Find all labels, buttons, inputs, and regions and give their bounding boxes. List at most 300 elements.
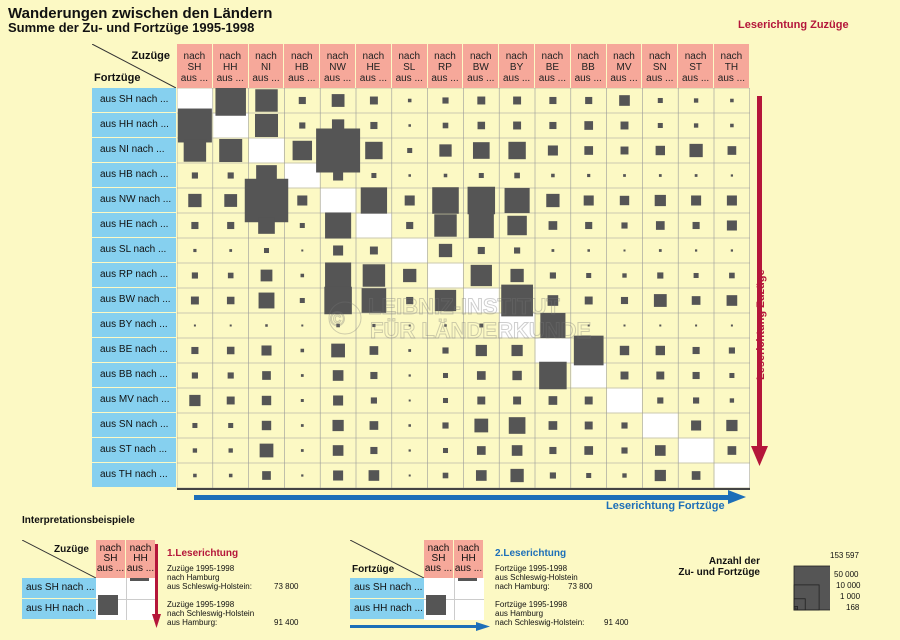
flow-square-sl-he xyxy=(370,247,378,255)
flow-square-bw-be xyxy=(548,295,559,306)
flow-square-hb-by xyxy=(514,173,520,179)
flow-square-ni-st xyxy=(689,144,702,157)
column-header-code: NW xyxy=(329,62,346,73)
flow-square-ni-rp xyxy=(439,144,451,156)
flow-square-be-bw xyxy=(476,345,487,356)
flow-square-by-hb xyxy=(301,325,303,327)
watermark-logo-c: © xyxy=(330,309,345,331)
flow-square-bb-nw xyxy=(333,370,344,381)
column-header-aus: aus ... xyxy=(359,73,388,84)
flow-square-th-hh xyxy=(229,474,233,478)
flow-square-nw-mv xyxy=(620,196,629,205)
column-header-sh xyxy=(177,44,213,88)
flow-square-sl-th xyxy=(731,249,733,251)
column-header-code: RP xyxy=(438,62,452,73)
flow-square-nw-bb xyxy=(584,195,594,205)
column-header-code: BY xyxy=(509,62,524,73)
flow-square-sl-bb xyxy=(587,249,590,252)
legend-squares xyxy=(780,548,830,614)
flow-square-rp-hh xyxy=(228,273,234,279)
flow-square-be-nw xyxy=(331,344,345,358)
flow-square-sh-th xyxy=(730,99,734,103)
flow-square-sh-rp xyxy=(442,97,448,103)
legend-square-1 xyxy=(794,566,830,610)
reading-direction-zuzuege-vertical: Leserichtung Zuzüge xyxy=(755,269,767,380)
flow-square-sn-be xyxy=(549,421,558,430)
flow-square-hb-sh xyxy=(192,172,198,178)
example-1-value-1: 73 800 xyxy=(274,582,299,591)
example-2-value-1: 73 800 xyxy=(568,582,593,591)
flow-square-nw-th xyxy=(727,195,737,205)
column-header-code: HE xyxy=(366,62,381,73)
flow-square-ni-bb xyxy=(584,146,593,155)
flow-square-he-st xyxy=(693,222,700,229)
row-header-mv: aus MV nach ... xyxy=(92,388,176,413)
flow-square-bb-hb xyxy=(301,374,304,377)
flow-square-rp-sh xyxy=(192,272,198,278)
column-header-code: TH xyxy=(724,62,739,73)
flow-square-hh-sl xyxy=(408,124,411,127)
example-2-cells xyxy=(424,578,486,622)
flow-square-bb-by xyxy=(512,371,521,380)
flow-square-th-ni xyxy=(262,471,271,480)
flow-square-ni-mv xyxy=(621,147,629,155)
flow-square-hh-bb xyxy=(584,121,593,130)
flow-square-be-th xyxy=(729,347,735,353)
flow-square-sh-st xyxy=(694,98,698,102)
flow-square-be-sh xyxy=(191,347,198,354)
diagonal-cell-be xyxy=(536,339,571,363)
example-1 xyxy=(22,540,162,630)
flow-square-sh-mv xyxy=(619,95,630,106)
example-2-row-hh: aus HH nach ... xyxy=(350,599,424,620)
flow-square-sh-nw xyxy=(332,94,345,107)
flow-square-st-bb xyxy=(584,446,593,455)
example-2 xyxy=(350,540,490,630)
row-header-th: aus TH nach ... xyxy=(92,463,176,488)
column-header-nach: nach xyxy=(326,51,349,62)
example-2-value-2: 91 400 xyxy=(604,618,629,627)
row-header-sn: aus SN nach ... xyxy=(92,413,176,438)
flow-square-ni-by xyxy=(508,142,525,159)
migration-matrix xyxy=(177,88,750,488)
flow-square-by-bw xyxy=(479,324,483,328)
flow-square-th-nw xyxy=(333,470,343,480)
flow-square-by-th xyxy=(731,325,733,327)
flow-square-be-hb xyxy=(301,349,305,353)
flow-square-be-sl xyxy=(408,349,411,352)
flow-square-by-ni xyxy=(265,324,268,327)
example-1-square-sh-hh xyxy=(130,578,149,581)
column-header-aus: aus ... xyxy=(180,73,209,84)
flow-square-th-he xyxy=(369,470,380,481)
flow-square-bw-ni xyxy=(259,293,275,309)
flow-square-th-bw xyxy=(476,470,487,481)
flow-square-rp-ni xyxy=(261,270,273,282)
column-header-nach: nach xyxy=(183,51,206,62)
flow-square-by-mv xyxy=(624,325,626,327)
flow-square-bw-sl xyxy=(406,297,413,304)
flow-square-st-by xyxy=(512,445,523,456)
flow-square-ni-hb xyxy=(293,141,312,160)
flow-square-st-ni xyxy=(260,444,274,458)
flow-square-sl-rp xyxy=(439,244,452,257)
flow-square-sl-hh xyxy=(229,249,232,252)
flow-square-th-sl xyxy=(409,475,411,477)
legend-label-4: 1 000 xyxy=(840,592,861,601)
example-2-corner-label: Fortzüge xyxy=(352,564,395,575)
flow-square-sl-hb xyxy=(301,250,303,252)
example-2-square-sh-hh xyxy=(458,578,477,581)
flow-square-hh-bw xyxy=(478,122,486,130)
flow-square-mv-st xyxy=(693,397,699,403)
flow-square-nw-sn xyxy=(655,195,666,206)
diagonal-cell-ni xyxy=(249,139,284,163)
flow-square-rp-sn xyxy=(657,272,663,278)
row-header-st: aus ST nach ... xyxy=(92,438,176,463)
column-header-sn xyxy=(642,44,678,88)
flow-square-hh-hb xyxy=(299,122,305,128)
flow-square-bw-by xyxy=(501,285,533,317)
flow-square-sn-sl xyxy=(408,424,411,427)
flow-square-mv-th xyxy=(730,398,734,402)
flow-square-ni-sn xyxy=(656,146,665,155)
column-header-aus: aus ... xyxy=(252,73,280,84)
flow-square-he-be xyxy=(549,221,558,230)
flow-square-by-sl xyxy=(409,325,411,327)
flow-square-sn-hh xyxy=(228,423,233,428)
flow-square-sn-bb xyxy=(585,422,593,430)
flow-square-mv-sh xyxy=(189,395,200,406)
flow-square-th-hb xyxy=(301,474,303,476)
flow-square-he-sl xyxy=(406,222,413,229)
flow-square-rp-sl xyxy=(403,269,416,282)
column-header-code: BW xyxy=(472,62,489,73)
column-header-nach: nach xyxy=(290,51,313,62)
column-header-code: HB xyxy=(294,62,309,73)
flow-square-sn-he xyxy=(370,421,379,430)
flow-square-rp-be xyxy=(550,272,556,278)
column-header-rp xyxy=(428,44,464,88)
corner-fortzuege-label: Fortzüge xyxy=(94,72,141,84)
watermark-line-1: LEIBNIZ-INSTITUT xyxy=(368,294,560,319)
flow-square-he-mv xyxy=(621,222,627,228)
row-header-nw: aus NW nach ... xyxy=(92,188,176,213)
flow-square-sn-th xyxy=(726,420,737,431)
column-header-be xyxy=(535,44,571,88)
flow-square-bb-ni xyxy=(262,371,271,380)
flow-square-hb-be xyxy=(551,174,555,178)
flow-square-bb-be xyxy=(539,362,567,390)
flow-square-th-st xyxy=(692,471,701,480)
row-header-sh: aus SH nach ... xyxy=(92,88,176,113)
flow-square-hb-bb xyxy=(587,174,590,177)
column-header-code: HH xyxy=(222,62,238,73)
flow-square-th-sn xyxy=(655,470,666,481)
flow-square-ni-th xyxy=(728,146,737,155)
flow-square-bw-hb xyxy=(300,298,305,303)
diagonal-cell-st xyxy=(679,439,714,463)
column-header-nach: nach xyxy=(541,51,564,62)
flow-square-hh-he xyxy=(370,122,377,129)
column-header-code: SL xyxy=(403,62,416,73)
flow-square-mv-rp xyxy=(443,398,448,403)
flow-square-hh-by xyxy=(513,122,521,130)
example-2-title: 2.Leserichtung xyxy=(495,548,567,559)
flow-square-sh-bw xyxy=(477,97,485,105)
reading-direction-zuzuege-label: Leserichtung Zuzüge xyxy=(738,19,849,31)
example-1-col-sh: nach SH aus ... xyxy=(96,540,126,578)
flow-square-by-nw xyxy=(336,324,340,328)
flow-square-sh-bb xyxy=(585,97,592,104)
example-2-square-hh-sh xyxy=(426,595,446,615)
column-header-nach: nach xyxy=(648,51,671,62)
diagonal-cell-rp xyxy=(428,264,463,288)
flow-square-hb-sl xyxy=(408,174,411,177)
flow-square-sl-st xyxy=(695,249,697,251)
examples-heading: Interpretationsbeispiele xyxy=(22,515,135,526)
example-1-text-1: Zuzüge 1995-1998 nach Hamburg aus Schleswig-Holstein: xyxy=(167,564,252,591)
flow-square-bb-st xyxy=(693,372,700,379)
corner-zuzuege-label: Zuzüge xyxy=(131,50,170,62)
flow-square-sh-sn xyxy=(658,98,663,103)
flow-square-by-be xyxy=(540,313,565,338)
flow-square-bb-he xyxy=(370,372,377,379)
flow-square-hh-sn xyxy=(658,123,663,128)
column-header-hh xyxy=(213,44,249,88)
column-header-st xyxy=(678,44,714,88)
flow-square-sl-sh xyxy=(193,249,196,252)
flow-square-rp-bb xyxy=(586,273,591,278)
column-header-by xyxy=(499,44,535,88)
diagonal-cell-hb xyxy=(285,164,320,188)
example-1-arrow xyxy=(152,544,162,628)
column-header-aus: aus ... xyxy=(288,73,316,84)
column-header-bw xyxy=(463,44,499,88)
flow-square-he-hb xyxy=(300,223,305,228)
flow-square-st-mv xyxy=(621,447,627,453)
example-1-row-sh: aus SH nach ... xyxy=(22,578,96,599)
flow-square-he-rp xyxy=(434,214,456,236)
flow-square-bb-sn xyxy=(656,372,664,380)
example-1-corner-label: Zuzüge xyxy=(54,544,89,555)
flow-square-bb-mv xyxy=(621,372,629,380)
diagonal-cell-nw xyxy=(321,189,356,213)
row-header-by: aus BY nach ... xyxy=(92,313,176,338)
flow-square-he-nw xyxy=(325,212,351,238)
flow-square-be-mv xyxy=(620,346,629,355)
column-header-nach: nach xyxy=(469,51,492,62)
column-header-sl xyxy=(392,44,428,88)
flow-square-rp-mv xyxy=(622,273,626,277)
diagonal-cell-he xyxy=(357,214,392,238)
flow-square-bb-sh xyxy=(192,372,198,378)
flow-square-mv-hh xyxy=(227,397,235,405)
flow-square-be-ni xyxy=(261,345,271,355)
flow-square-he-by xyxy=(507,216,526,235)
flow-square-sh-hb xyxy=(299,97,306,104)
flow-square-th-mv xyxy=(622,473,626,477)
flow-square-mv-be xyxy=(549,396,558,405)
flow-square-th-be xyxy=(550,472,556,478)
flow-square-bb-sl xyxy=(409,374,411,376)
example-2-text-2: Fortzüge 1995-1998 aus Hamburg nach Schleswig-Holstein: xyxy=(495,600,585,627)
flow-square-nw-by xyxy=(505,188,530,213)
example-2-col-hh: nach HH aus ... xyxy=(454,540,484,578)
column-header-he xyxy=(356,44,392,88)
column-header-aus: aus ... xyxy=(717,73,746,84)
column-header-nach: nach xyxy=(577,51,600,62)
flow-square-hh-rp xyxy=(443,123,449,129)
flow-square-th-bb xyxy=(586,473,591,478)
flow-square-sn-mv xyxy=(621,422,627,428)
column-header-code: ST xyxy=(689,62,702,73)
column-header-nw xyxy=(320,44,356,88)
flow-square-th-sh xyxy=(193,474,197,478)
diagonal-cell-bw xyxy=(464,289,499,313)
flow-square-he-ni xyxy=(258,217,275,234)
flow-square-nw-he xyxy=(361,187,387,213)
flow-square-sn-ni xyxy=(262,421,271,430)
flow-square-be-rp xyxy=(442,347,448,353)
flow-square-rp-bw xyxy=(471,265,492,286)
flow-square-mv-sl xyxy=(409,400,411,402)
flow-square-hh-th xyxy=(730,124,734,128)
row-header-he: aus HE nach ... xyxy=(92,213,176,238)
flow-square-he-sh xyxy=(191,222,198,229)
flow-square-be-he xyxy=(370,346,379,355)
flow-square-be-sn xyxy=(656,346,665,355)
flow-square-nw-bw xyxy=(468,187,496,215)
flow-square-bw-st xyxy=(692,296,701,305)
flow-square-bb-bw xyxy=(477,371,486,380)
flow-square-bw-he xyxy=(362,288,387,313)
flow-square-mv-by xyxy=(513,397,521,405)
column-header-nach: nach xyxy=(720,51,743,62)
example-1-title: 1.Leserichtung xyxy=(167,548,239,559)
flow-square-nw-hh xyxy=(224,194,237,207)
flow-square-sn-sh xyxy=(192,423,197,428)
flow-square-he-sn xyxy=(656,221,665,230)
flow-square-sl-sn xyxy=(659,249,662,252)
diagonal-cell-mv xyxy=(607,389,642,413)
flow-square-sl-ni xyxy=(264,248,269,253)
flow-square-be-hh xyxy=(227,347,235,355)
diagonal-cell-by xyxy=(500,314,535,338)
flow-square-by-bb xyxy=(588,325,590,327)
flow-square-rp-th xyxy=(729,273,735,279)
flow-square-sn-nw xyxy=(332,420,343,431)
flow-square-rp-by xyxy=(510,269,523,282)
flow-square-nw-sh xyxy=(188,194,201,207)
flow-square-sh-by xyxy=(513,97,521,105)
flow-square-sn-bw xyxy=(474,419,488,433)
flow-square-by-hh xyxy=(230,325,232,327)
flow-square-hh-sh xyxy=(178,109,212,143)
flow-square-hb-he xyxy=(371,173,376,178)
flow-square-ni-bw xyxy=(473,142,490,159)
flow-square-by-sn xyxy=(659,325,661,327)
column-header-aus: aus ... xyxy=(431,73,459,84)
flow-square-bw-hh xyxy=(227,297,235,305)
legend-label-3: 10 000 xyxy=(836,581,861,590)
flow-square-sh-sl xyxy=(408,99,412,103)
flow-square-bw-mv xyxy=(621,297,628,304)
flow-square-bw-bb xyxy=(585,297,593,305)
flow-square-bw-rp xyxy=(435,290,456,311)
diagonal-cell-sn xyxy=(643,414,678,438)
example-1-square-hh-sh xyxy=(98,595,118,615)
flow-square-hh-st xyxy=(694,123,698,127)
flow-square-hb-mv xyxy=(623,174,626,177)
column-header-nach: nach xyxy=(398,51,421,62)
flow-square-ni-he xyxy=(365,142,382,159)
column-header-code: BE xyxy=(545,62,560,73)
flow-square-sn-st xyxy=(691,420,701,430)
flow-square-he-bw xyxy=(469,213,494,238)
flow-square-sh-hh xyxy=(215,88,245,116)
flow-square-bw-nw xyxy=(324,287,352,315)
flow-square-mv-bw xyxy=(477,397,485,405)
column-header-code: SH xyxy=(187,62,202,73)
flow-square-he-bb xyxy=(585,222,592,229)
flow-square-hb-hh xyxy=(228,172,234,178)
flow-square-hb-st xyxy=(695,174,698,177)
flow-square-sl-mv xyxy=(624,250,626,252)
row-header-ni: aus NI nach ... xyxy=(92,138,176,163)
flow-square-st-rp xyxy=(443,448,448,453)
column-header-nach: nach xyxy=(505,51,528,62)
flow-square-bw-sn xyxy=(654,294,667,307)
flow-square-by-he xyxy=(372,324,375,327)
flow-square-nw-rp xyxy=(432,187,459,214)
column-header-code: BB xyxy=(581,62,595,73)
example-2-arrow xyxy=(350,622,490,632)
column-header-mv xyxy=(607,44,643,88)
column-header-nach: nach xyxy=(684,51,707,62)
legend-title: Anzahl der Zu- und Fortzüge xyxy=(678,556,760,578)
flow-square-hb-sn xyxy=(659,174,662,177)
example-2-text-1: Fortzüge 1995-1998 aus Schleswig-Holstein nach Hamburg: xyxy=(495,564,578,591)
flow-square-st-hb xyxy=(301,449,304,452)
flow-square-nw-ni xyxy=(245,179,288,222)
legend-label-5: 168 xyxy=(846,603,860,612)
column-header-aus: aus ... xyxy=(610,73,638,84)
flow-square-st-th xyxy=(728,446,737,455)
flow-square-mv-he xyxy=(371,397,377,403)
diagonal-cell-th xyxy=(715,464,750,488)
flow-square-by-st xyxy=(695,325,697,327)
flow-square-be-bb xyxy=(574,336,604,366)
flow-square-ni-be xyxy=(548,145,558,155)
flow-square-sn-by xyxy=(509,417,526,434)
diagonal-cell-bb xyxy=(571,364,606,388)
flow-square-hb-nw xyxy=(333,170,343,180)
flow-square-bw-th xyxy=(727,295,738,306)
flow-square-mv-bb xyxy=(585,397,593,405)
flow-square-rp-hb xyxy=(301,274,305,278)
flow-square-hb-bw xyxy=(479,173,484,178)
column-header-aus: aus ... xyxy=(681,73,710,84)
example-2-row-sh: aus SH nach ... xyxy=(350,578,424,599)
flow-square-ni-sh xyxy=(184,139,206,161)
column-header-nach: nach xyxy=(613,51,635,62)
flow-square-nw-st xyxy=(691,195,701,205)
flow-square-sh-ni xyxy=(255,89,277,111)
flow-square-bb-hh xyxy=(228,372,234,378)
column-header-aus: aus ... xyxy=(574,73,602,84)
column-header-code: NI xyxy=(260,62,271,73)
